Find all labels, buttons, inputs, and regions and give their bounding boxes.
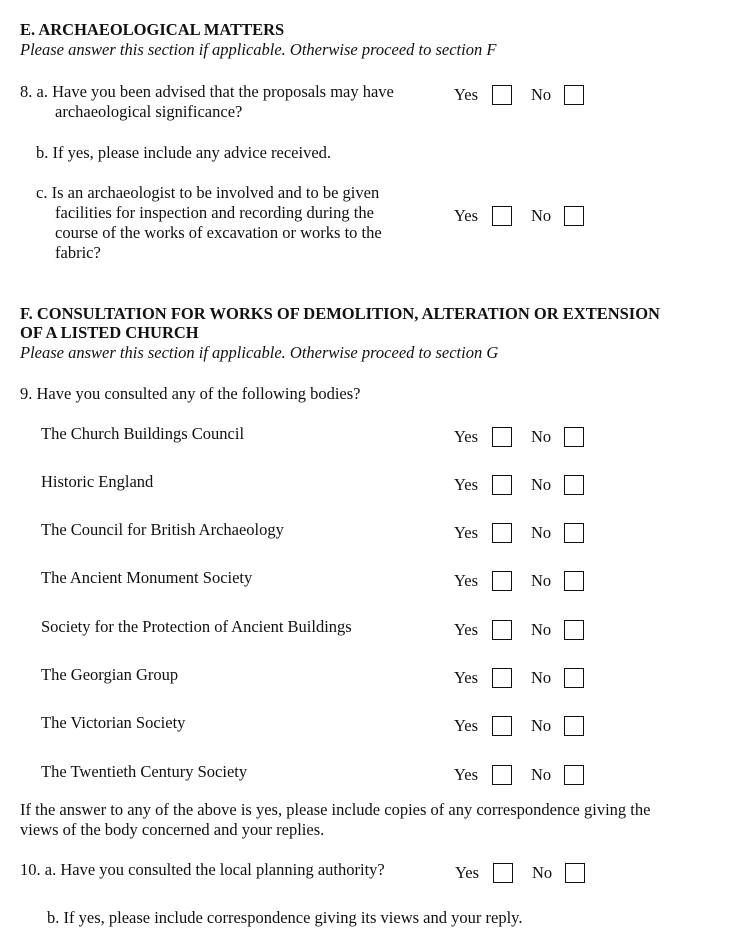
body-label-spab: Society for the Protection of Ancient Buildings: [41, 617, 352, 636]
yes-label: Yes: [454, 85, 479, 104]
yes-label: Yes: [455, 863, 480, 882]
body-6-no-checkbox[interactable]: [564, 716, 584, 736]
no-label: No: [531, 427, 552, 446]
correspondence-note-line2: views of the body concerned and your replies.: [20, 820, 325, 839]
q8a-text-line1: 8. a. Have you been advised that the proposals may have: [20, 82, 394, 101]
no-label: No: [532, 863, 553, 882]
body-5-yes-checkbox[interactable]: [492, 668, 512, 688]
yes-label: Yes: [454, 206, 479, 225]
body-0-yes-checkbox[interactable]: [492, 427, 512, 447]
no-label: No: [531, 668, 552, 687]
body-2-yes-checkbox[interactable]: [492, 523, 512, 543]
no-label: No: [531, 206, 552, 225]
q8c-yes-no: [454, 205, 594, 227]
no-label: No: [531, 523, 552, 542]
q10a-no-checkbox[interactable]: [565, 863, 585, 883]
body-yes-no-0: [454, 426, 594, 448]
section-f-instruction: Please answer this section if applicable. Otherwise proceed to section G: [20, 343, 499, 362]
section-e-instruction: Please answer this section if applicable. Otherwise proceed to section F: [20, 40, 497, 59]
body-yes-no-3: [454, 570, 594, 592]
q8a-yes-no: [454, 84, 594, 106]
body-yes-no-2: [454, 522, 594, 544]
body-label-historic-england: Historic England: [41, 472, 154, 491]
no-label: No: [531, 571, 552, 590]
q10a-yes-checkbox[interactable]: [493, 863, 513, 883]
yes-label: Yes: [454, 716, 479, 735]
q8c-text-line4: fabric?: [55, 243, 101, 262]
q8a-yes-checkbox[interactable]: [492, 85, 512, 105]
body-7-yes-checkbox[interactable]: [492, 765, 512, 785]
body-label-georgian-group: The Georgian Group: [41, 665, 179, 684]
q8c-text-line2: facilities for inspection and recording during the: [55, 203, 374, 222]
no-label: No: [531, 765, 552, 784]
correspondence-note-line1: If the answer to any of the above is yes, please include copies of any correspondence giving the: [20, 800, 651, 819]
q10a-text: 10. a. Have you consulted the local planning authority?: [20, 860, 385, 879]
no-label: No: [531, 85, 552, 104]
yes-label: Yes: [454, 668, 479, 687]
body-yes-no-1: [454, 474, 594, 496]
body-4-no-checkbox[interactable]: [564, 620, 584, 640]
section-f-heading-line1: F. CONSULTATION FOR WORKS OF DEMOLITION, ALTERATION OR EXTENSION: [20, 304, 660, 323]
body-3-no-checkbox[interactable]: [564, 571, 584, 591]
yes-label: Yes: [454, 427, 479, 446]
q8c-text-line1: c. Is an archaeologist to be involved and to be given: [36, 183, 380, 202]
body-label-church-buildings-council: The Church Buildings Council: [41, 424, 245, 443]
yes-label: Yes: [454, 620, 479, 639]
q8c-no-checkbox[interactable]: [564, 206, 584, 226]
q8b-text: b. If yes, please include any advice received.: [36, 143, 332, 162]
no-label: No: [531, 620, 552, 639]
yes-label: Yes: [454, 765, 479, 784]
yes-label: Yes: [454, 475, 479, 494]
body-3-yes-checkbox[interactable]: [492, 571, 512, 591]
section-f-heading-line2: OF A LISTED CHURCH: [20, 323, 199, 342]
body-label-ancient-monument-society: The Ancient Monument Society: [41, 568, 253, 587]
body-label-twentieth-century-society: The Twentieth Century Society: [41, 762, 248, 781]
body-yes-no-4: [454, 619, 594, 641]
q9-text: 9. Have you consulted any of the following bodies?: [20, 384, 361, 403]
body-2-no-checkbox[interactable]: [564, 523, 584, 543]
no-label: No: [531, 475, 552, 494]
body-yes-no-6: [454, 715, 594, 737]
yes-label: Yes: [454, 571, 479, 590]
body-label-council-british-archaeology: The Council for British Archaeology: [41, 520, 284, 539]
section-e-heading: E. ARCHAEOLOGICAL MATTERS: [20, 20, 285, 39]
body-4-yes-checkbox[interactable]: [492, 620, 512, 640]
body-0-no-checkbox[interactable]: [564, 427, 584, 447]
body-1-no-checkbox[interactable]: [564, 475, 584, 495]
body-yes-no-7: [454, 764, 594, 786]
body-yes-no-5: [454, 667, 594, 689]
body-5-no-checkbox[interactable]: [564, 668, 584, 688]
q8c-yes-checkbox[interactable]: [492, 206, 512, 226]
body-6-yes-checkbox[interactable]: [492, 716, 512, 736]
q10a-yes-no: [455, 862, 595, 884]
body-label-victorian-society: The Victorian Society: [41, 713, 186, 732]
body-7-no-checkbox[interactable]: [564, 765, 584, 785]
q10b-text: b. If yes, please include correspondence giving its views and your reply.: [47, 908, 523, 927]
body-1-yes-checkbox[interactable]: [492, 475, 512, 495]
q8a-text-line2: archaeological significance?: [55, 102, 243, 121]
q8a-no-checkbox[interactable]: [564, 85, 584, 105]
q8c-text-line3: course of the works of excavation or works to the: [55, 223, 382, 242]
no-label: No: [531, 716, 552, 735]
yes-label: Yes: [454, 523, 479, 542]
